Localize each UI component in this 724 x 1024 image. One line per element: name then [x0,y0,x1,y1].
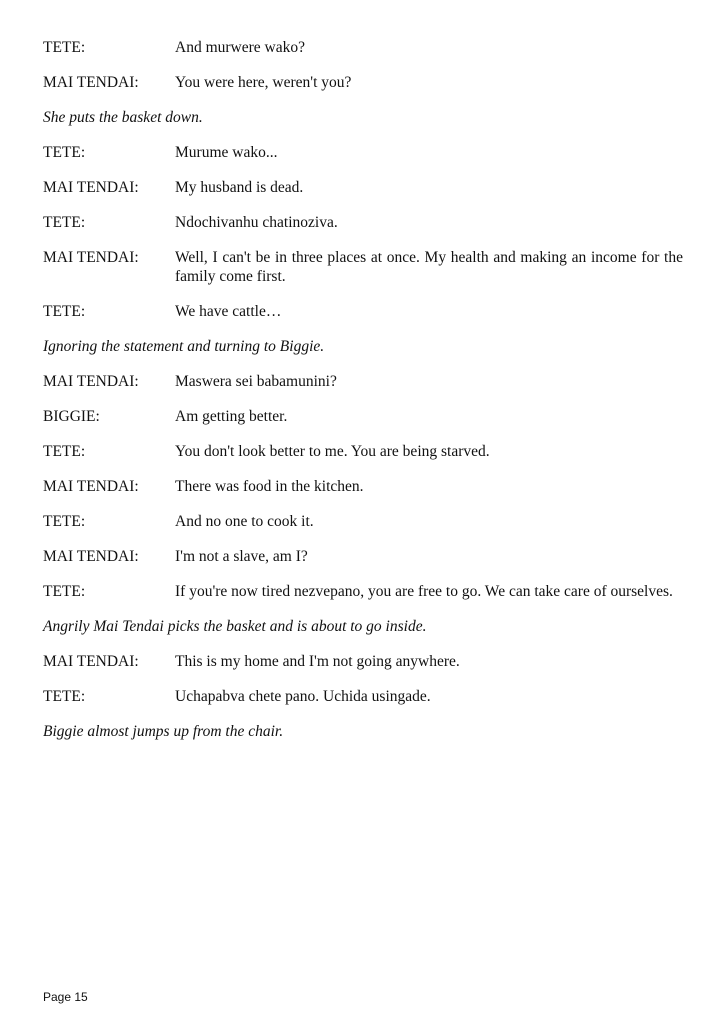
dialogue-line [43,407,683,426]
dialogue-line [43,178,683,197]
dialogue-line [43,73,683,92]
stage-direction: Ignoring the statement and turning to Biggie. [43,338,325,355]
dialogue-line [43,372,683,391]
dialogue-text: This is my home and I'm not going anywhere. [175,653,460,670]
dialogue-line [43,652,683,671]
speaker-name: TETE: [43,214,86,231]
speaker-name: MAI TENDAI: [43,478,139,495]
dialogue-line [43,442,683,461]
dialogue-text: Maswera sei babamunini? [175,373,337,390]
speaker-name: TETE: [43,583,86,600]
dialogue-line [43,248,683,286]
speaker-name: MAI TENDAI: [43,373,139,390]
dialogue-text: We have cattle… [175,303,282,320]
dialogue-text: Am getting better. [175,408,288,425]
speaker-name: TETE: [43,443,86,460]
dialogue-text: Ndochivanhu chatinoziva. [175,214,338,231]
dialogue-line [43,547,683,566]
dialogue-text: I'm not a slave, am I? [175,548,308,565]
speaker-name: TETE: [43,303,86,320]
dialogue-text: Murume wako... [175,144,278,161]
dialogue-text: And no one to cook it. [175,513,314,530]
speaker-name: TETE: [43,39,86,56]
dialogue-line [43,302,683,321]
dialogue-line [43,143,683,162]
page-number: Page 15 [43,990,88,1004]
speaker-name: MAI TENDAI: [43,249,139,266]
dialogue-line [43,512,683,531]
dialogue-line [43,582,683,601]
dialogue-text: My husband is dead. [175,179,304,196]
speaker-name: TETE: [43,513,86,530]
dialogue-text: There was food in the kitchen. [175,478,364,495]
speaker-name: MAI TENDAI: [43,179,139,196]
dialogue-text: You were here, weren't you? [175,74,352,91]
dialogue-text: And murwere wako? [175,39,305,56]
dialogue-line [43,687,683,706]
stage-direction: She puts the basket down. [43,109,203,126]
dialogue-line [43,213,683,232]
play-script [43,38,683,757]
dialogue-text: You don't look better to me. You are being starved. [175,443,490,460]
dialogue-text: Uchapabva chete pano. Uchida usingade. [175,688,431,705]
dialogue-text: Well, I can't be in three places at once. My health and making an income for the family come first. [175,249,683,285]
dialogue-line [43,477,683,496]
speaker-name: MAI TENDAI: [43,74,139,91]
speaker-name: BIGGIE: [43,408,100,425]
dialogue-line [43,38,683,57]
stage-direction: Biggie almost jumps up from the chair. [43,723,284,740]
dialogue-text: If you're now tired nezvepano, you are free to go. We can take care of ourselves. [175,583,673,600]
speaker-name: MAI TENDAI: [43,548,139,565]
stage-direction: Angrily Mai Tendai picks the basket and is about to go inside. [43,618,427,635]
speaker-name: TETE: [43,144,86,161]
speaker-name: MAI TENDAI: [43,653,139,670]
speaker-name: TETE: [43,688,86,705]
